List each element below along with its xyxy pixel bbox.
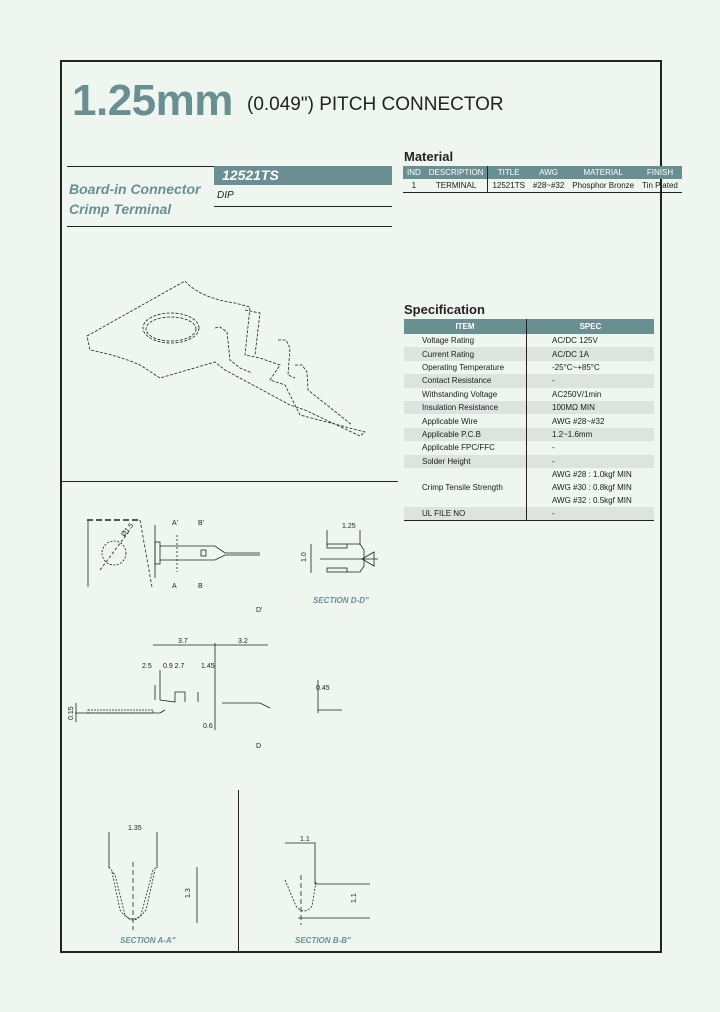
svg-text:Ø1.5: Ø1.5	[120, 522, 136, 539]
table-row	[404, 334, 654, 347]
svg-text:A': A'	[172, 520, 179, 527]
spec-line: AWG #30 : 0.8kgf MIN	[552, 482, 632, 492]
svg-text:0.45: 0.45	[316, 685, 330, 692]
section-bb-caption: SECTION B-B"	[295, 936, 351, 945]
divider	[60, 481, 398, 482]
category-line-2: Crimp Terminal	[69, 201, 172, 217]
col-finish: FINISH	[638, 166, 682, 179]
svg-text:B: B	[198, 583, 203, 590]
table-row	[404, 428, 654, 441]
cell: 1	[403, 179, 425, 193]
cell	[527, 468, 655, 507]
spec-line: AWG #32 : 0.5kgf MIN	[552, 495, 632, 505]
section-dd-caption: SECTION D-D"	[313, 596, 369, 605]
cell: 100MΩ MIN	[527, 401, 655, 414]
svg-text:0.15: 0.15	[68, 706, 75, 720]
top-view-drawing	[60, 500, 300, 610]
cell: Crimp Tensile Strength	[404, 468, 527, 507]
col-item: ITEM	[404, 319, 527, 334]
side-view-drawing	[60, 600, 300, 760]
part-number: 12521TS	[214, 166, 392, 185]
cell: Solder Height	[404, 455, 527, 468]
cell: Applicable FPC/FFC	[404, 441, 527, 454]
cell: Withstanding Voltage	[404, 388, 527, 401]
category-line-1: Board-in Connector	[69, 181, 201, 197]
col-awg: AWG	[529, 166, 568, 179]
cell: #28~#32	[529, 179, 568, 193]
table-row	[404, 468, 654, 507]
divider	[67, 226, 392, 227]
cell: UL FILE NO	[404, 507, 527, 521]
specification-heading: Specification	[404, 302, 485, 317]
cell: 1.2~1.6mm	[527, 428, 655, 441]
pitch-subtitle: (0.049") PITCH CONNECTOR	[247, 94, 504, 115]
cell: -	[552, 443, 555, 453]
cell: -	[527, 455, 655, 468]
product-category	[69, 179, 200, 219]
cell: Tin Plated	[638, 179, 682, 193]
svg-text:1.35: 1.35	[128, 825, 142, 832]
svg-text:3.7: 3.7	[178, 638, 188, 645]
svg-text:1.1: 1.1	[300, 836, 310, 843]
material-table	[403, 166, 682, 193]
section-aa-caption: SECTION A-A"	[120, 936, 176, 945]
cell: 12521TS	[488, 179, 529, 193]
section-aa-drawing	[90, 810, 220, 930]
product-type: DIP	[217, 190, 234, 201]
cell: AC/DC 125V	[552, 336, 598, 346]
section-bb-drawing	[280, 830, 380, 930]
terminal-isometric-drawing	[60, 260, 390, 460]
pitch-title: 1.25mm	[72, 76, 233, 125]
svg-text:A: A	[172, 583, 177, 590]
svg-text:1.3: 1.3	[185, 888, 192, 898]
cell: TERMINAL	[425, 179, 488, 193]
table-row	[404, 361, 654, 374]
specification-table	[404, 319, 654, 521]
cell: Voltage Rating	[404, 334, 527, 347]
divider	[214, 206, 392, 207]
cell: -	[527, 374, 655, 387]
divider	[238, 790, 239, 951]
cell: AWG #28~#32	[552, 416, 605, 426]
cell: Current Rating	[404, 347, 527, 360]
table-row	[404, 414, 654, 427]
svg-text:1.1: 1.1	[351, 893, 358, 903]
svg-text:1.25: 1.25	[342, 523, 356, 530]
svg-text:1.0: 1.0	[301, 552, 308, 562]
cell: Operating Temperature	[404, 361, 527, 374]
col-ind: IND	[403, 166, 425, 179]
table-row	[404, 455, 654, 468]
svg-text:B': B'	[198, 520, 205, 527]
cell: Phosphor Bronze	[568, 179, 638, 193]
svg-text:D: D	[256, 743, 262, 750]
col-description: DESCRIPTION	[425, 166, 488, 179]
table-row	[404, 347, 654, 360]
svg-text:2.5: 2.5	[142, 663, 152, 670]
cell: -	[527, 507, 655, 521]
cell: AC/DC 1A	[527, 347, 655, 360]
table-row	[404, 401, 654, 414]
cell: -25°C~+85°C	[552, 362, 600, 372]
cell: Contact Resistance	[404, 374, 527, 387]
svg-text:1.45: 1.45	[201, 663, 215, 670]
section-dd-drawing	[290, 510, 400, 590]
svg-text:0.9 2.7: 0.9 2.7	[163, 663, 185, 670]
table-row	[404, 507, 654, 521]
col-spec: SPEC	[527, 319, 655, 334]
spec-line: AWG #28 : 1.0kgf MIN	[552, 469, 632, 479]
svg-text:D': D'	[256, 607, 263, 614]
col-title: TITLE	[488, 166, 529, 179]
table-row	[404, 374, 654, 387]
table-row	[404, 441, 654, 454]
col-material: MATERIAL	[568, 166, 638, 179]
material-heading: Material	[404, 149, 454, 164]
table-row	[403, 179, 682, 193]
cell: Applicable P.C.B	[404, 428, 527, 441]
cell: Applicable Wire	[404, 414, 527, 427]
cell: Insulation Resistance	[404, 401, 527, 414]
table-row	[404, 388, 654, 401]
detail-drawing	[300, 670, 360, 720]
svg-text:3.2: 3.2	[238, 638, 248, 645]
svg-text:0.6: 0.6	[203, 723, 213, 730]
cell: AC250V/1min	[552, 389, 602, 399]
